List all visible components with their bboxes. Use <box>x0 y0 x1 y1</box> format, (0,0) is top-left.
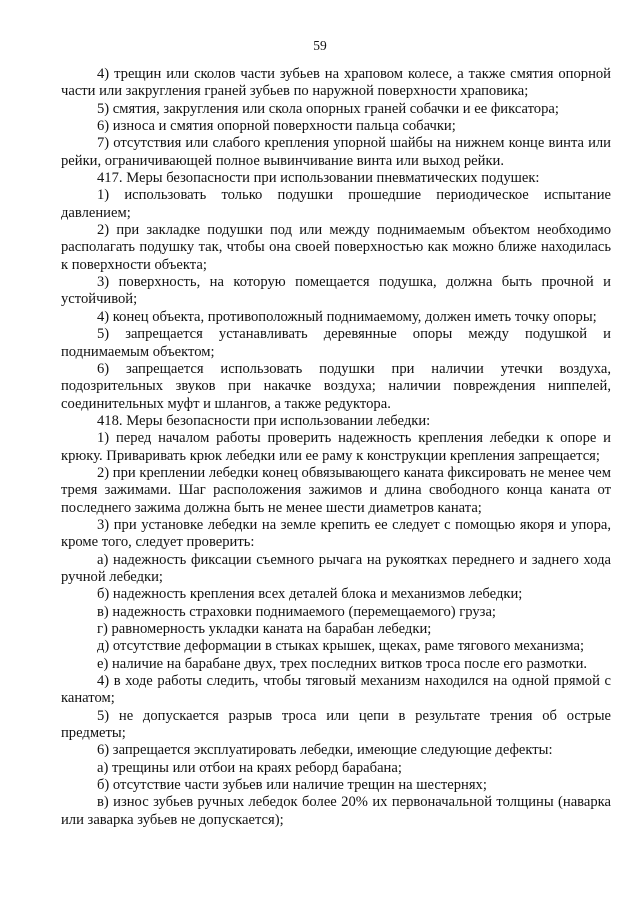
page-number: 59 <box>313 38 327 53</box>
paragraph-item-5-pawl-wear: 5) смятия, закругления или скола опорных граней собачки и ее фиксатора; <box>97 100 559 117</box>
paragraph-417-4: 4) конец объекта, противоположный поднимаемому, должен иметь точку опоры; <box>97 308 597 325</box>
paragraph-418-4: 4) в ходе работы следить, чтобы тяговый механизм находился на одной прямой с канатом; <box>61 673 611 707</box>
paragraph-418-6: 6) запрещается эксплуатировать лебедки, имеющие следующие дефекты: <box>97 742 553 759</box>
paragraph-418-6-b: б) отсутствие части зубьев или наличие трещин на шестернях; <box>97 777 487 794</box>
paragraph-418-6-v: в) износ зубьев ручных лебедок более 20% их первоначальной толщины (наварка или заварка зубьев не допускается); <box>61 794 611 828</box>
paragraph-418-3-g: г) равномерность укладки каната на барабан лебедки; <box>97 621 432 637</box>
paragraph-418-2: 2) при креплении лебедки конец обвязывающего каната фиксировать не менее чем тремя зажимами. Шаг расположения зажимов и длина свободного конца каната от последнего зажима должна быть не менее шести диаметров каната; <box>61 464 611 516</box>
paragraph-418-3-v: в) надежность страховки поднимаемого (перемещаемого) груза; <box>97 603 496 620</box>
paragraph-item-4-ratchet-cracks: 4) трещин или сколов части зубьев на храповом колесе, а также смятия опорной части или закругления граней зубьев по наружной поверхности храповика; <box>61 66 611 100</box>
paragraph-item-7-washer: 7) отсутствия или слабого крепления упорной шайбы на нижнем конце винта или рейки, ограничивающей полное вывинчивание винта или выход рейки. <box>61 135 611 169</box>
paragraph-418-5: 5) не допускается разрыв троса или цепи в результате трения об острые предметы; <box>61 707 611 742</box>
paragraph-418-3: 3) при установке лебедки на земле крепить ее следует с помощью якоря и упора, кроме того, следует проверить: <box>61 516 611 551</box>
paragraph-417-6: 6) запрещается использовать подушки при наличии утечки воздуха, подозрительных звуков при накачке воздуха; наличии повреждения ниппелей, соединительных муфт и шлангов, а также редуктора. <box>61 360 611 412</box>
paragraph-418-3-a: а) надежность фиксации съемного рычага на рукоятках переднего и заднего хода ручной лебедки; <box>61 551 611 585</box>
paragraph-417-3: 3) поверхность, на которую помещается подушка, должна быть прочной и устойчивой; <box>61 274 611 308</box>
paragraph-417-5: 5) запрещается устанавливать деревянные опоры между подушкой и поднимаемым объектом; <box>61 326 611 360</box>
body-text <box>61 66 611 829</box>
paragraph-418-3-d: д) отсутствие деформации в стыках крышек, щеках, раме тягового механизма; <box>97 638 585 655</box>
paragraph-418-6-a: а) трещины или отбои на краях реборд барабана; <box>97 759 402 776</box>
paragraph-418-1: 1) перед началом работы проверить надежность крепления лебедки к опоре и крюку. Приваривать крюк лебедки или ее раму к конструкции крепления запрещается; <box>61 430 611 464</box>
paragraph-418-3-e: е) наличие на барабане двух, трех последних витков троса после его размотки. <box>97 655 588 672</box>
paragraph-417-2: 2) при закладке подушки под или между поднимаемым объектом необходимо располагать подушку так, чтобы она своей поверхностью как можно ближе находилась к поверхности объекта; <box>61 222 611 273</box>
paragraph-item-6-pin-wear: 6) износа и смятия опорной поверхности пальца собачки; <box>97 118 456 135</box>
section-heading-418: 418. Меры безопасности при использовании лебедки: <box>97 412 431 429</box>
paragraph-417-1: 1) использовать только подушки прошедшие периодическое испытание давлением; <box>61 187 611 221</box>
paragraph-418-3-b: б) надежность крепления всех деталей блока и механизмов лебедки; <box>97 586 523 603</box>
section-heading-417: 417. Меры безопасности при использовании пневматических подушек: <box>97 170 540 187</box>
